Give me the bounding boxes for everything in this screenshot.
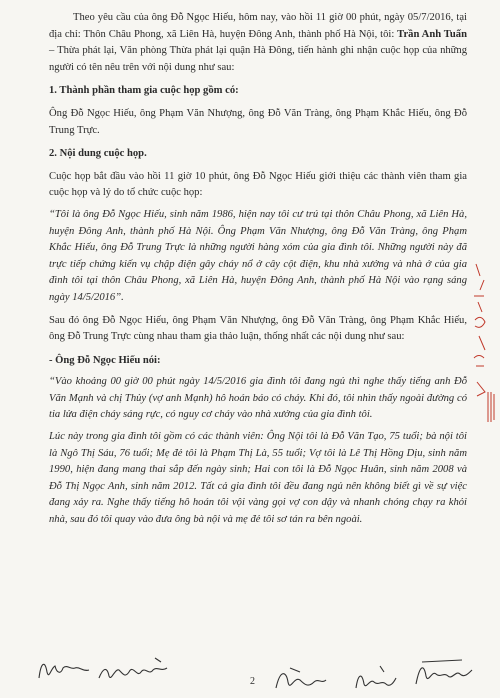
intro-text-1: Theo yêu cầu của ông Đỗ Ngọc Hiếu, hôm nay, vào hồi 11 giờ 00 phút, ngày 05/7/2016, tại địa chỉ: Thôn Châu Phong, xã Liên Hà, huyện Đông Anh, thành phố Hà Nội, tôi: [49,12,467,40]
testimony-quote-2: Lúc này trong gia đình tôi gồm có các thành viên: Ông Nội tôi là Đỗ Văn Tạo, 75 tuổi; bà nội tôi là Ngô Thị Sáu, 76 tuổi; Mẹ đẻ tôi là Phạm Thị Là, 55 tuổi; Vợ tôi là Lê Thị Hồng Dịu, sinh năm 1990, hiện đang mang thai sắp đến ngày sinh; Hai con tôi là Đỗ Ngọc Huân, sinh năm 2008 và Đỗ Thị Ngọc Anh, sinh năm 2012. Tất cả gia đình tôi đều đang ngủ nên không biết gì về sự việc đang xảy ra. Nghe thấy tiếng hô hoán tôi vội vàng gọi vợ con dậy và nhanh chóng chạy ra khỏi nhà, sau đó tôi quay vào đưa ông bà nội và mẹ đẻ tôi sơ tán ra bên ngoài. [49,431,467,526]
section-heading-content: 2. Nội dung cuộc họp. [49,148,147,160]
intro-text-2: – Thừa phát lại, Văn phòng Thừa phát lại quận Hà Đông, tiến hành ghi nhận cuộc họp của những người có tên nêu trên với nội dung như sau: [49,45,467,73]
testimony-quote-1: “Vào khoảng 00 giờ 00 phút ngày 14/5/2016 gia đình tôi đang ngủ thì nghe thấy tiếng anh Đỗ Văn Mạnh và chị Thủy (vợ anh Mạnh) hô hoán báo có cháy. Khi đó, tôi nhìn thấy ngoài đường có tia lửa điện cháy sáng rực, có nguy cơ cháy vào nhà xưởng của gia đình tôi. [49,376,467,421]
discussion-paragraph: Sau đó ông Đỗ Ngọc Hiếu, ông Phạm Văn Nhượng, ông Đỗ Văn Tràng, ông Phạm Khắc Hiếu, ông Đỗ Trung Trực cùng nhau tham gia thảo luận, thống nhất các nội dung như sau: [49,314,467,343]
signature-5 [410,654,475,694]
margin-handwritten-marks [470,258,496,438]
signature-1 [35,650,95,690]
signature-4 [350,660,400,696]
speaker-heading: - Ông Đỗ Ngọc Hiếu nói: [49,354,161,366]
signature-3 [270,662,330,698]
officer-name: Trần Anh Tuấn [397,28,467,40]
section-heading-participants: 1. Thành phần tham gia cuộc họp gồm có: [49,85,239,97]
document-body [49,10,467,529]
intro-paragraph [49,10,467,76]
introduction-quote: “Tôi là ông Đỗ Ngọc Hiếu, sinh năm 1986, hiện nay tôi cư trú tại thôn Châu Phong, xã Liên Hà, huyện Đông Anh, thành phố Hà Nội. Ông Phạm Văn Nhượng, ông Đỗ Văn Tràng, ông Phạm Khắc Hiếu, ông Đỗ Trung Trực là những người hàng xóm của gia đình tôi. Những người này đã trực tiếp chứng kiến vụ chập điện gây cháy nổ ở cây cột điện, khu nhà xưởng và nhà ở của gia đình tôi tại thôn Châu Phong, xã Liên Hà, huyện Đông Anh, thành phố Hà Nội vào rạng sáng ngày 14/5/2016”. [49,208,467,303]
participants-paragraph: Ông Đỗ Ngọc Hiếu, ông Phạm Văn Nhượng, ông Đỗ Văn Tràng, ông Phạm Khắc Hiếu, ông Đỗ Trung Trực. [49,107,467,136]
page-number: 2 [250,676,255,687]
signature-2 [95,648,180,692]
meeting-start-paragraph: Cuộc họp bắt đầu vào hồi 11 giờ 10 phút, ông Đỗ Ngọc Hiếu giới thiệu các thành viên tham gia cuộc họp và lý do tổ chức cuộc họp: [49,170,467,199]
